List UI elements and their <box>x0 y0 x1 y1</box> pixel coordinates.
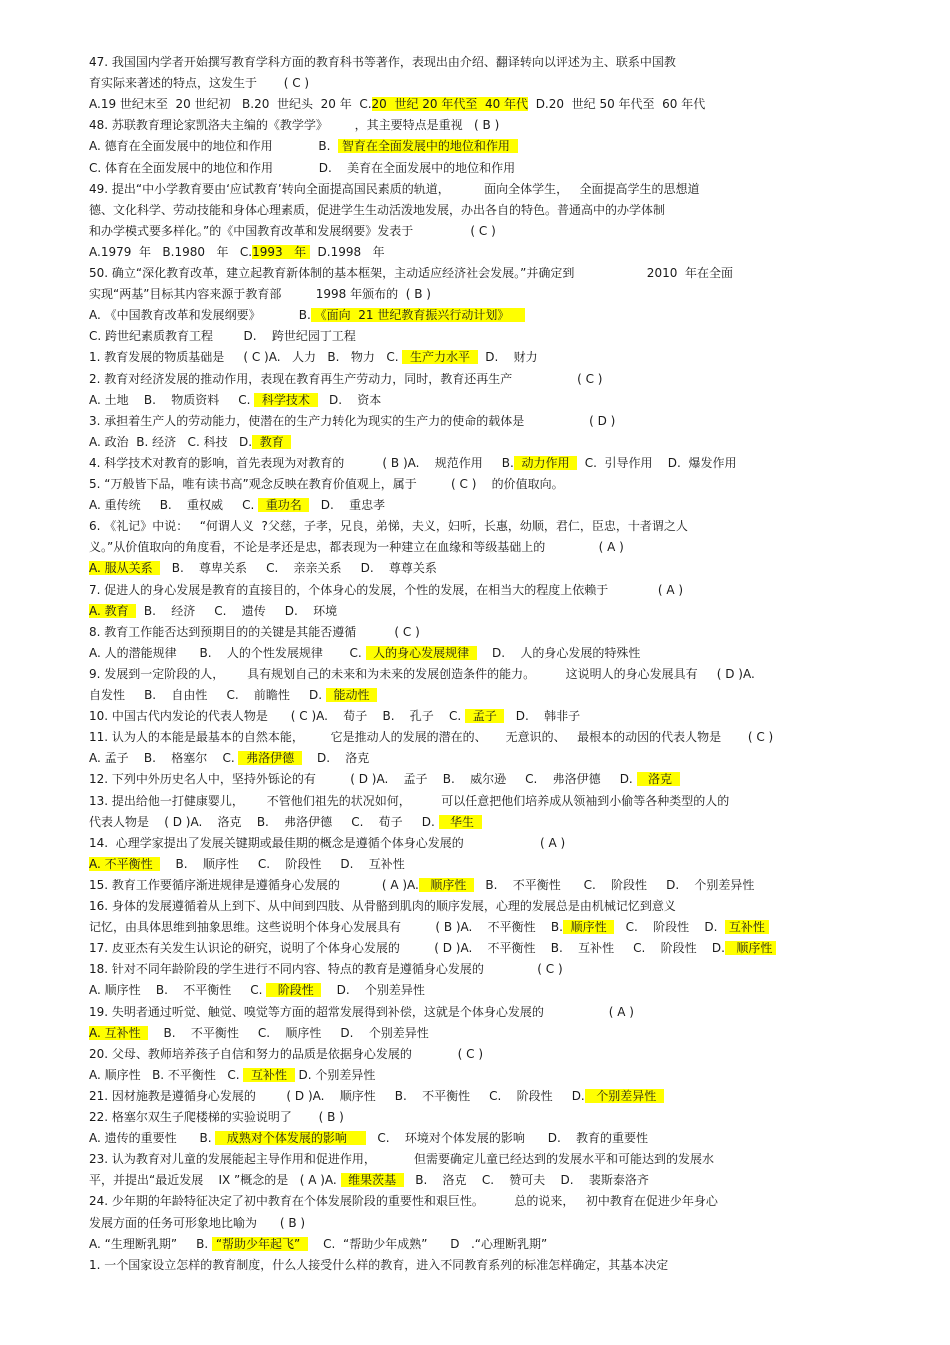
highlighted-answer: 洛克 <box>636 772 680 787</box>
text-segment: 13. 提出给他一打健康婴儿， 不管他们祖先的状况如何， 可以任意把他们培养成从领袖到小偷等各种类型的人的 <box>89 793 730 808</box>
text-segment: A. “生理断乳期” B. <box>89 1236 212 1251</box>
highlighted-answer: 顺序性 <box>724 941 777 956</box>
text-segment: A.19 世纪末至 20 世纪初 B.20 世纪头 20 年 C. <box>89 97 372 112</box>
text-line <box>89 347 859 368</box>
highlighted-answer: A. 不平衡性 <box>89 856 161 871</box>
highlighted-answer: 互补性 <box>725 920 769 935</box>
text-line <box>89 263 859 284</box>
text-segment: 代表人物是 ( D )A. 洛克 B. 弗洛伊德 C. 荀子 D. <box>89 814 439 829</box>
text-segment: 8. 教育工作能否达到预期目的的关键是其能否遵循 ( C ) <box>89 624 420 639</box>
text-line <box>89 833 859 854</box>
text-segment: B. 不平衡性 C. 顺序性 D. 个别差异性 <box>148 1025 429 1040</box>
text-line <box>89 537 859 558</box>
text-line <box>89 369 859 390</box>
text-segment: A.1979 年 B.1980 年 C. <box>89 244 253 259</box>
text-segment: D. 洛克 <box>301 751 370 766</box>
text-segment: 49. 提出“中小学教育要由‘应试教育’转向全面提高国民素质的轨道， 面向全体学生， 全面提高学生的思想道 <box>89 181 700 196</box>
text-segment: 48. 苏联教育理论家凯洛夫主编的《教学学》 ，其主要特点是重视 ( B ) <box>89 118 500 133</box>
highlighted-answer: “帮助少年起飞” <box>212 1236 308 1251</box>
text-line <box>89 601 859 622</box>
text-segment: A. 重传统 B. 重权威 C. <box>89 498 259 513</box>
highlighted-answer: 智育在全面发展中的地位和作用 <box>338 139 518 154</box>
text-line <box>89 980 859 1001</box>
text-segment: 19. 失明者通过听觉、触觉、嗅觉等方面的超常发展得到补偿，这就是个体身心发展的 ( A ) <box>89 1004 634 1019</box>
text-line <box>89 1128 859 1149</box>
text-line <box>89 1149 859 1170</box>
text-line <box>89 94 859 115</box>
text-line <box>89 390 859 411</box>
text-segment: 22. 格塞尔双生子爬楼梯的实验说明了 ( B ) <box>89 1110 344 1124</box>
text-segment: 50. 确立“深化教育改革，建立起教育新体制的基本框架，主动适应经济社会发展。”并确定到 2010 年在全面 <box>89 266 733 280</box>
text-segment: B. 洛克 C. 赞可夫 D. 裴斯泰洛齐 <box>403 1173 649 1188</box>
text-segment: A. 顺序性 B. 不平衡性 C. <box>89 1067 244 1082</box>
highlighted-answer: 孟子 <box>465 709 505 724</box>
text-line <box>89 432 859 453</box>
text-line <box>89 242 859 263</box>
text-segment: 18. 针对不同年龄阶段的学生进行不同内容、特点的教育是遵循身心发展的 ( C ) <box>89 962 563 977</box>
text-segment: A. 政治 B. 经济 C. 科技 D. <box>89 434 253 449</box>
highlighted-answer: 互补性 <box>243 1067 295 1082</box>
text-line <box>89 854 859 875</box>
text-segment: 自发性 B. 自由性 C. 前瞻性 D. <box>89 688 326 702</box>
text-segment: 2. 教育对经济发展的推动作用，表现在教育再生产劳动力，同时，教育还再生产 ( C ) <box>89 371 603 386</box>
text-segment: 记忆，由具体思维到抽象思维。这些说明个体身心发展具有 ( B )A. 不平衡性 B. <box>89 920 563 935</box>
text-line <box>89 474 859 495</box>
text-segment: 6. 《礼记》中说： “何谓人义 ?父慈，子孝，兄良，弟悌，夫义，妇听，长惠，幼顺，君仁，臣忠，十者谓之人 <box>89 519 688 534</box>
text-line <box>89 305 859 326</box>
text-line <box>89 1191 859 1212</box>
highlighted-answer: 生产力水平 <box>402 350 478 365</box>
text-line <box>89 875 859 896</box>
text-segment: D.20 世纪 50 年代至 60 年代 <box>528 97 706 112</box>
text-segment: C. 环境对个体发展的影响 D. 教育的重要性 <box>365 1131 649 1146</box>
text-segment: C. 跨世纪素质教育工程 D. 跨世纪园丁工程 <box>89 329 356 344</box>
highlighted-answer: 弗洛伊德 <box>238 751 302 766</box>
text-line <box>89 938 859 959</box>
text-segment: D. 资本 <box>317 392 382 407</box>
text-line <box>89 52 859 73</box>
text-segment: 义。”从价值取向的角度看，不论是孝还是忠，都表现为一种建立在血缘和等级基础上的 ( A ) <box>89 540 624 555</box>
text-segment: A. 孟子 B. 格塞尔 C. <box>89 751 239 766</box>
text-line <box>89 284 859 305</box>
text-segment: D. 重忠孝 <box>309 498 386 513</box>
text-segment: 17. 皮亚杰有关发生认识论的研究，说明了个体身心发展的 ( D )A. 不平衡性 B. 互补性 C. 阶段性 D. <box>89 941 725 956</box>
highlighted-answer: 1993 年 <box>252 244 310 259</box>
text-line <box>89 179 859 200</box>
text-line <box>89 200 859 221</box>
text-segment: D. 财力 <box>477 350 538 365</box>
text-line <box>89 1023 859 1044</box>
text-segment: 和办学模式要多样化。”的《中国教育改革和发展纲要》发表于 ( C ) <box>89 223 496 238</box>
text-line <box>89 1213 859 1234</box>
text-segment: C. 引导作用 D. 爆发作用 <box>577 455 737 470</box>
text-line <box>89 685 859 706</box>
highlighted-answer: 教育 <box>252 434 292 449</box>
text-line <box>89 769 859 790</box>
text-segment: 23. 认为教育对儿童的发展能起主导作用和促进作用， 但需要确定儿童已经达到的发展水平和可能达到的发展水 <box>89 1152 715 1167</box>
highlighted-answer: 能动性 <box>325 688 378 702</box>
text-segment: D. 人的身心发展的特殊性 <box>476 645 641 660</box>
highlighted-answer: 科学技术 <box>254 392 318 407</box>
text-segment: 1. 教育发展的物质基础是 ( C )A. 人力 B. 物力 C. <box>89 350 403 365</box>
text-segment: D. 个别差异性 <box>294 1067 376 1082</box>
text-segment: C. 阶段性 D. <box>614 920 726 935</box>
text-segment: A. 德育在全面发展中的地位和作用 B. <box>89 139 339 154</box>
text-segment: 15. 教育工作要循序渐进规律是遵循身心发展的 ( A )A. <box>89 877 419 892</box>
text-line <box>89 791 859 812</box>
text-line <box>89 706 859 727</box>
text-line <box>89 558 859 579</box>
text-segment: A. 遗传的重要性 B. <box>89 1131 216 1146</box>
text-segment: 24. 少年期的年龄特征决定了初中教育在个体发展阶段的重要性和艰巨性。 总的说来， 初中教育在促进少年身心 <box>89 1194 718 1209</box>
highlighted-answer: 人的身心发展规律 <box>365 645 477 660</box>
highlighted-answer: A. 互补性 <box>89 1025 149 1040</box>
text-segment: 20. 父母、教师培养孩子自信和努力的品质是依据身心发展的 ( C ) <box>89 1046 484 1061</box>
text-segment: B. 不平衡性 C. 阶段性 D. 个别差异性 <box>473 877 755 892</box>
text-segment: A. 土地 B. 物质资料 C. <box>89 392 255 407</box>
highlighted-answer: 20 世纪 20 年代至 40 年代 <box>371 97 529 112</box>
text-segment: 16. 身体的发展遵循着从上到下、从中间到四肢、从骨骼到肌肉的顺序发展，心理的发展总是由机械记忆到意义 <box>89 899 676 913</box>
highlighted-answer: 维果茨基 <box>340 1173 404 1188</box>
text-line <box>89 115 859 136</box>
highlighted-answer: 个别差异性 <box>584 1088 664 1103</box>
highlighted-answer: 华生 <box>438 814 482 829</box>
text-line <box>89 1234 859 1255</box>
text-segment: A. 《中国教育改革和发展纲要》 B. <box>89 308 311 323</box>
text-segment: 发展方面的任务可形象地比喻为 ( B ) <box>89 1215 306 1230</box>
text-segment: 9. 发展到一定阶段的人， 具有规划自己的未来和为未来的发展创造条件的能力。 这说明人的身心发展具有 ( D )A. <box>89 666 755 681</box>
text-segment: 14. 心理学家提出了发展关键期或最佳期的概念是遵循个体身心发展的 ( A ) <box>89 835 566 850</box>
text-segment: D.1998 年 <box>309 244 385 259</box>
text-segment: C. “帮助少年成熟” D .“心理断乳期” <box>307 1236 548 1251</box>
text-line <box>89 812 859 833</box>
text-line <box>89 1255 859 1276</box>
text-segment: 12. 下列中外历史名人中，坚持外铄论的有 ( D )A. 孟子 B. 威尔逊 C. 弗洛伊德 D. <box>89 772 637 787</box>
highlighted-answer: A. 服从关系 <box>89 561 161 576</box>
text-line <box>89 73 859 94</box>
text-line <box>89 221 859 242</box>
text-line <box>89 896 859 917</box>
highlighted-answer: 顺序性 <box>418 877 474 892</box>
text-line <box>89 1170 859 1191</box>
highlighted-answer: 重功名 <box>258 498 310 513</box>
highlighted-answer: A. 教育 <box>89 603 137 618</box>
text-segment: 实现“两基”目标其内容来源于教育部 1998 年颁布的 ( B ) <box>89 287 431 302</box>
text-line <box>89 643 859 664</box>
text-line <box>89 326 859 347</box>
text-segment: 1. 一个国家设立怎样的教育制度，什么人接受什么样的教育，进入不同教育系列的标准怎样确定，其基本决定 <box>89 1257 669 1272</box>
highlighted-answer: 成熟对个体发展的影响 <box>215 1131 366 1146</box>
text-segment: 育实际来著述的特点，这发生于 ( C ) <box>89 76 310 91</box>
text-line <box>89 664 859 685</box>
text-segment: 3. 承担着生产人的劳动能力，使潜在的生产力转化为现实的生产力的使命的载体是 ( D ) <box>89 413 616 428</box>
highlighted-answer: 《面向 21 世纪教育振兴行动计划》 <box>310 308 525 323</box>
highlighted-answer: 顺序性 <box>562 920 615 935</box>
text-segment: B. 尊卑关系 C. 亲亲关系 D. 尊尊关系 <box>160 561 437 576</box>
text-segment: 德、文化科学、劳动技能和身体心理素质，促进学生生动活泼地发展，办出各自的特色。普通高中的办学体制 <box>89 202 666 217</box>
text-line <box>89 158 859 179</box>
text-line <box>89 495 859 516</box>
text-segment: C. 体育在全面发展中的地位和作用 D. 美育在全面发展中的地位和作用 <box>89 160 516 175</box>
text-line <box>89 959 859 980</box>
text-line <box>89 1065 859 1086</box>
highlighted-answer: 动力作用 <box>513 455 578 470</box>
text-line <box>89 727 859 748</box>
text-segment: 7. 促进人的身心发展是教育的直接目的，个体身心的发展，个性的发展，在相当大的程度上依赖于 ( A ) <box>89 582 684 597</box>
text-line <box>89 748 859 769</box>
text-line <box>89 1044 859 1065</box>
text-line <box>89 917 859 938</box>
text-segment: D. 韩非子 <box>504 709 581 724</box>
text-line <box>89 1002 859 1023</box>
text-segment: 47. 我国国内学者开始撰写教育学科方面的教育科书等著作，表现出由介绍、翻译转向以评述为主、联系中国教 <box>89 55 676 69</box>
text-line <box>89 1086 859 1107</box>
text-line <box>89 411 859 432</box>
text-line <box>89 516 859 537</box>
text-segment: 21. 因材施教是遵循身心发展的 ( D )A. 顺序性 B. 不平衡性 C. 阶段性 D. <box>89 1088 585 1103</box>
text-line <box>89 580 859 601</box>
text-line <box>89 453 859 474</box>
highlighted-answer: 阶段性 <box>266 983 322 998</box>
text-segment: 平，并提出“最近发展 IX ”概念的是 ( A )A. <box>89 1173 341 1188</box>
text-line <box>89 622 859 643</box>
text-segment: D. 个别差异性 <box>321 983 425 998</box>
text-segment: 4. 科学技术对教育的影响，首先表现为对教育的 ( B )A. 规范作用 B. <box>89 455 514 470</box>
text-segment: A. 人的潜能规律 B. 人的个性发展规律 C. <box>89 645 366 660</box>
text-segment: 5. “万般皆下品，唯有读书高”观念反映在教育价值观上，属于 ( C ) 的价值取向。 <box>89 477 564 491</box>
text-line <box>89 136 859 157</box>
text-segment: 10. 中国古代内发论的代表人物是 ( C )A. 荀子 B. 孔子 C. <box>89 709 466 724</box>
text-segment: B. 经济 C. 遗传 D. 环境 <box>136 603 338 618</box>
text-line <box>89 1107 859 1128</box>
text-segment: B. 顺序性 C. 阶段性 D. 互补性 <box>160 856 405 871</box>
text-segment: 11. 认为人的本能是最基本的自然本能， 它是推动人的发展的潜在的、 无意识的、 最根本的动因的代表人物是 ( C ) <box>89 730 774 745</box>
text-segment: A. 顺序性 B. 不平衡性 C. <box>89 983 267 998</box>
